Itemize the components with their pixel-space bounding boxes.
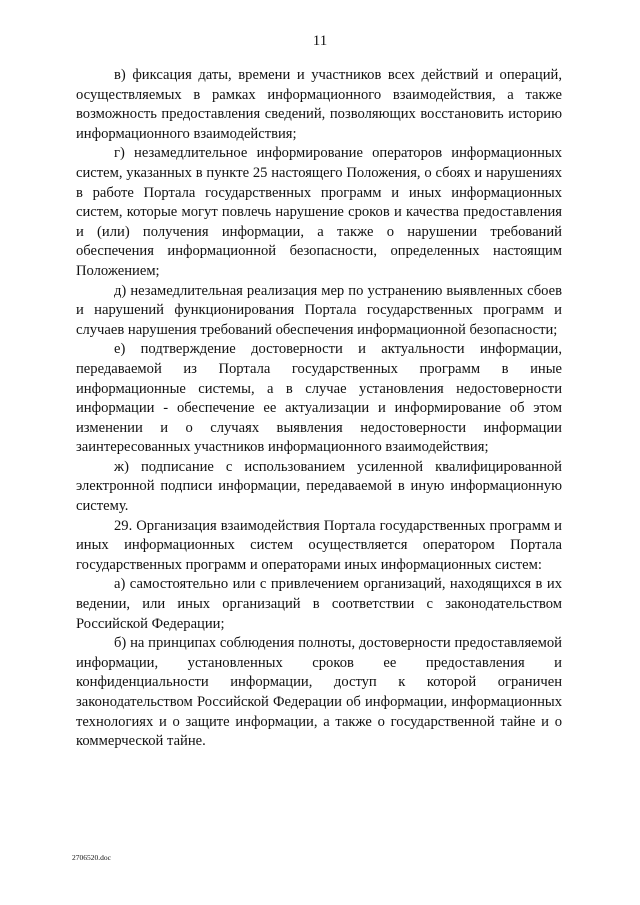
paragraph-g: г) незамедлительное информирование операторов информационных систем, указанных в пункте 25 настоящего Положения, о сбоях и нарушениях в работе Портала государственных программ и иных информационных систем, которые могут повлечь нарушение сроков и качества предоставления и (или) получения информации, а также о нарушении требований обеспечения информационной безопасности, определенных настоящим Положением; (76, 145, 562, 279)
paragraph-v: в) фиксация даты, времени и участников всех действий и операций, осуществляемых в рамках информационного взаимодействия, а также возможность предоставления сведений, позволяющих восстановить историю информационного взаимодействия; (76, 67, 562, 142)
paragraph-d: д) незамедлительная реализация мер по устранению выявленных сбоев и нарушений функционирования Портала государственных программ и случаев нарушения требований обеспечения информационной безопасности; (76, 282, 562, 338)
paragraph-zh: ж) подписание с использованием усиленной квалифицированной электронной подписи информации, передаваемой в иную информационную систему. (76, 458, 562, 515)
paragraph-29: 29. Организация взаимодействия Портала государственных программ и иных информационных систем осуществляется оператором Портала государственных программ и операторами иных информационных систем: (76, 517, 562, 573)
page-number: 11 (312, 33, 328, 49)
paragraph-e: е) подтверждение достоверности и актуальности информации, передаваемой из Портала государственных программ в иные информационные системы, а в случае установления недостоверности информации - обеспечение ее актуализации и информирование об этом изменении и о случаях выявления недостоверности информации заинтересованных участников информационного взаимодействия; (76, 341, 562, 456)
paragraph-b: б) на принципах соблюдения полноты, достоверности предоставляемой информации, установленных сроков ее предоставления и конфиденциальности информации, доступ к которой ограничен законодательством Российской Федерации об информации, информационных технологиях и о защите информации, а также о государственной тайне и о коммерческой тайне. (76, 635, 562, 750)
document-body (76, 66, 562, 752)
document-footer-filename: 2706520.doc (72, 853, 111, 862)
paragraph-a: а) самостоятельно или с привлечением организаций, находящихся в их ведении, или иных организаций в соответствии с законодательством Российской Федерации; (76, 576, 562, 632)
